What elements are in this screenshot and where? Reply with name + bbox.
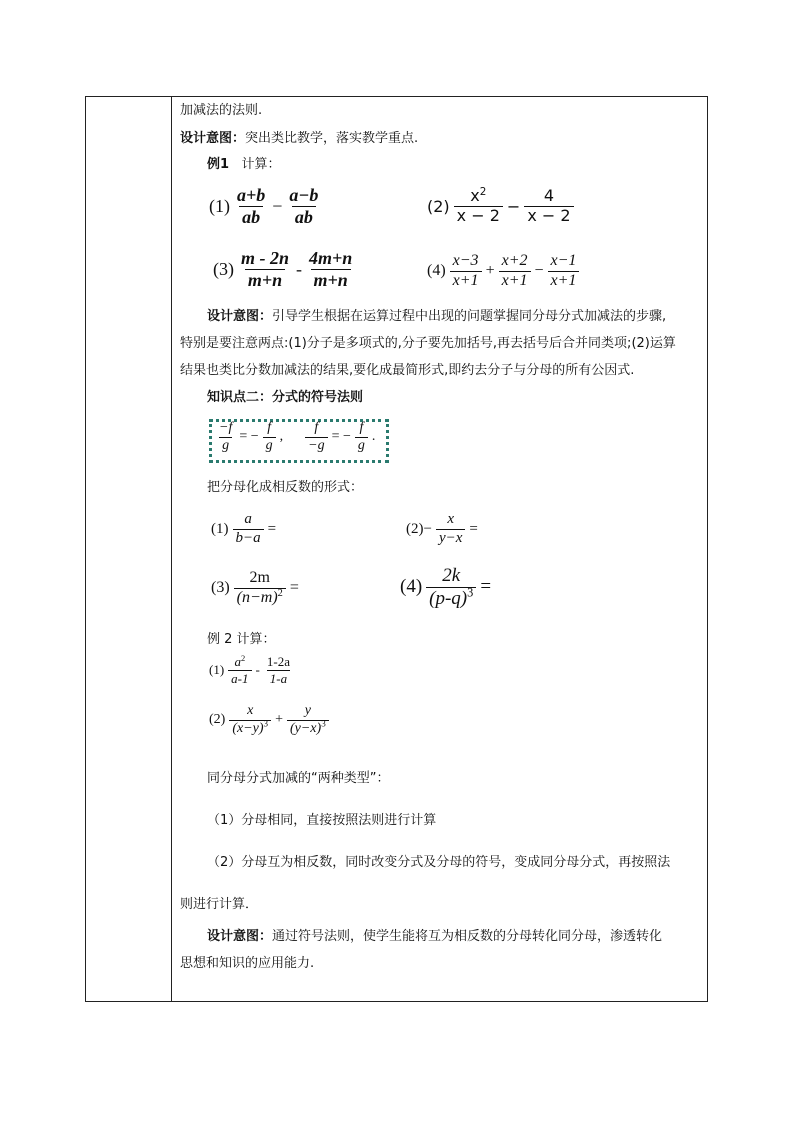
convert-1: (1) $\frac{a}{b-a}$ = [211, 511, 277, 546]
convert-3: (3) $\frac{2m}{(n-m)^2}$ = [211, 569, 299, 606]
fraction: $\frac{x-3}{x+1}$ [450, 253, 482, 290]
fraction: $\frac{a+b}{ab}$ [237, 185, 266, 227]
fraction: $\frac{x}{(x-y)^3}$ [229, 704, 271, 736]
fraction: $\frac{x}{y-x}$ [436, 512, 465, 547]
fraction: $\frac{a-b}{ab}$ [289, 185, 319, 227]
problem-3: (3) $\frac{m - 2n}{m+n}$ - $\frac{4m+n}{m+n}$ [211, 249, 357, 290]
fraction: $\frac{2m}{(n-m)^2}$ [234, 570, 286, 607]
design-intent-1: 设计意图：突出类比教学，落实教学重点. [180, 131, 419, 146]
example-1-heading: 例1 计算： [207, 157, 281, 172]
example-2-problem-2: (2) $\frac{x}{(x-y)^3}$ + $\frac{y}{(y-x)^3}$ [207, 704, 331, 736]
convert-instruction: 把分母化成相反数的形式： [207, 480, 364, 495]
column-divider [171, 96, 172, 1002]
design-intent-2: 设计意图：引导学生根据在运算过程中出现的问题掌握同分母分式加减法的步骤, [207, 309, 667, 324]
fraction: $\frac{m - 2n}{m+n}$ [241, 248, 290, 290]
example-2-problem-1: (1) $\frac{a^2}{a-1}$ - $\frac{1-2a}{1-a}$ [207, 655, 295, 685]
design-intent-3: 设计意图：通过符号法则，使学生能将互为相反数的分母转化同分母，渗透转化 [207, 929, 663, 944]
fraction: $\frac{x^2}{x - 2}$ [454, 188, 503, 225]
fraction: $\frac{2k}{(p-q)^3}$ [426, 566, 476, 609]
design-intent-2-line2: 特别是要注意两点:(1)分子是多项式的,分子要先加括号,再去括号后合并同类项;(2)运算 [180, 336, 676, 351]
fraction: $\frac{f}{-g}$ [305, 421, 327, 453]
problem-4: (4) $\frac{x-3}{x+1}$ + $\frac{x+2}{x+1}$ − $\frac{x-1}{x+1}$ [425, 253, 581, 290]
fraction: $\frac{4m+n}{m+n}$ [309, 248, 353, 290]
convert-2: (2)− $\frac{x}{y-x}$ = [406, 511, 478, 546]
type-1: （1）分母相同，直接按照法则进行计算 [207, 813, 437, 828]
fraction: $\frac{f}{g}$ [263, 421, 276, 453]
type-2-line2: 则进行计算． [180, 897, 259, 912]
problem-2: (2) $\frac{x^2}{x - 2}$ − $\frac{4}{x - 2}$ [425, 188, 576, 225]
two-types-title: 同分母分式加减的“两种类型”： [207, 771, 390, 786]
fraction: $\frac{x-1}{x+1}$ [548, 253, 580, 290]
fraction: $\frac{y}{(y-x)^3}$ [287, 704, 329, 736]
knowledge-point-2-heading: 知识点二：分式的符号法则 [207, 390, 364, 405]
fraction: $\frac{x+2}{x+1}$ [499, 253, 531, 290]
fraction: $\frac{a^2}{a-1}$ [228, 655, 251, 685]
fraction: $\frac{a}{b-a}$ [233, 512, 264, 547]
fraction: $\frac{-f}{g}$ [219, 420, 233, 453]
example-2-heading: 例 2 计算： [207, 632, 276, 647]
fraction: $\frac{f}{g}$ [355, 421, 368, 453]
fraction: $\frac{1-2a}{1-a}$ [266, 654, 290, 686]
line-addsub-rule: 加减法的法则. [180, 103, 263, 118]
sign-rule: $\frac{-f}{g}$ = − $\frac{f}{g}$ , $\frac{f}{-g}$ = − $\frac{f}{g}$ . [214, 421, 377, 453]
convert-4: (4) $\frac{2k}{(p-q)^3}$ = [400, 565, 492, 609]
design-intent-2-line3: 结果也类比分数加减法的结果,要化成最简形式,即约去分子与分母的所有公因式. [180, 363, 635, 378]
problem-1: (1) $\frac{a+b}{ab}$ − $\frac{a-b}{ab}$ [207, 186, 323, 227]
fraction: $\frac{4}{x - 2}$ [524, 188, 573, 225]
type-2-line1: （2）分母互为相反数，同时改变分式及分母的符号，变成同分母分式，再按照法 [207, 855, 671, 870]
design-intent-3-line2: 思想和知识的应用能力. [180, 956, 315, 971]
